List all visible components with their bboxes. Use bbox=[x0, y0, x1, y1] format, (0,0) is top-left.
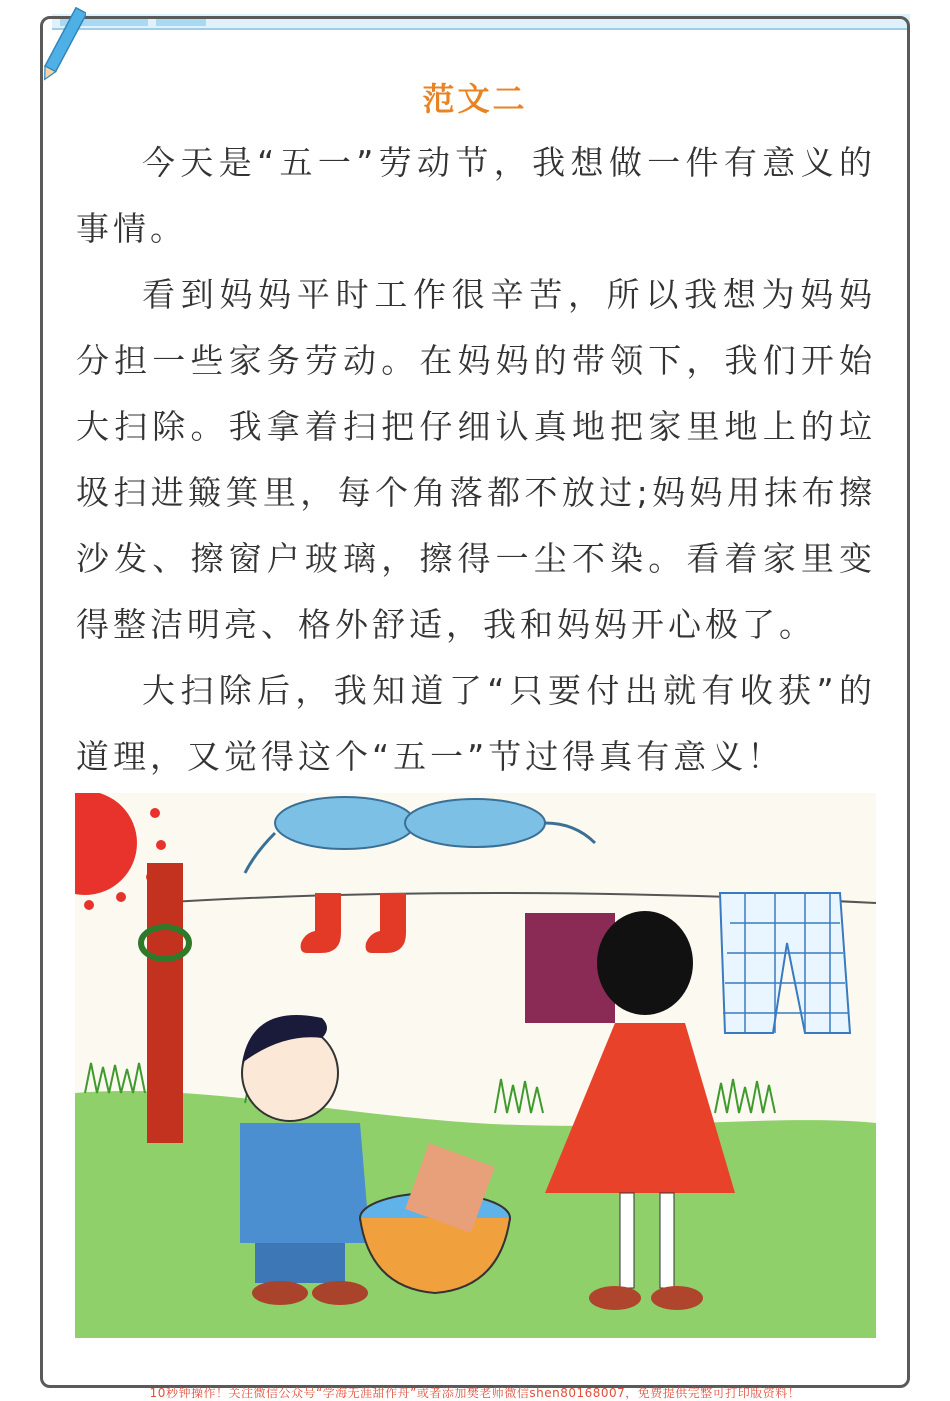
paragraph-2: 看到妈妈平时工作很辛苦，所以我想为妈妈分担一些家务劳动。在妈妈的带领下，我们开始大扫除。我拿着扫把仔细认真地把家里地上的垃圾扫进簸箕里，每个角落都不放过;妈妈用抹布擦沙发、擦窗户玻璃，擦得一尘不染。看着家里变得整洁明亮、格外舒适，我和妈妈开心极了。 bbox=[76, 275, 876, 644]
pants-icon bbox=[720, 893, 850, 1033]
tree-icon bbox=[141, 863, 189, 1143]
paragraph-1: 今天是“五一”劳动节，我想做一件有意义的事情。 bbox=[76, 143, 876, 248]
essay-title: 范文二 bbox=[422, 80, 528, 118]
children-chores-illustration bbox=[75, 793, 876, 1338]
socks-icon bbox=[301, 893, 406, 953]
footer-note: 10秒钟操作！关注微信公众号“学海无涯甜作舟”或者添加樊老师微信shen80168007，免费提供完整可打印版资料！ bbox=[149, 1386, 801, 1400]
essay-body bbox=[76, 130, 876, 790]
cloud-icon bbox=[245, 797, 595, 873]
paragraph-3: 大扫除后，我知道了“只要付出就有收获”的道理，又觉得这个“五一”节过得真有意义！ bbox=[76, 671, 876, 776]
